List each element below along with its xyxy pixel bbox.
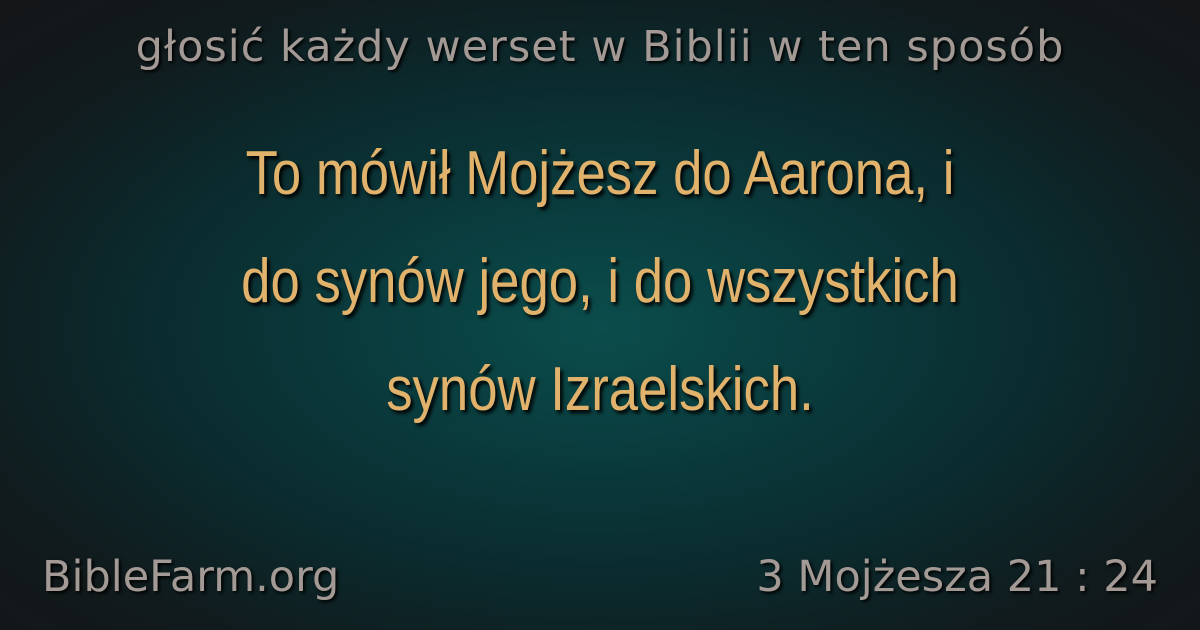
tagline: głosić każdy werset w Biblii w ten sposób	[135, 22, 1065, 72]
verse-text	[141, 120, 1059, 444]
verse-line: do synów jego, i do wszystkich	[241, 247, 959, 316]
verse-line: synów Izraelskich.	[386, 355, 814, 424]
verse-line: To mówił Mojżesz do Aarona, i	[245, 139, 955, 208]
site-name: BibleFarm.org	[42, 552, 340, 602]
verse-reference: 3 Mojżesza 21 : 24	[756, 552, 1158, 602]
